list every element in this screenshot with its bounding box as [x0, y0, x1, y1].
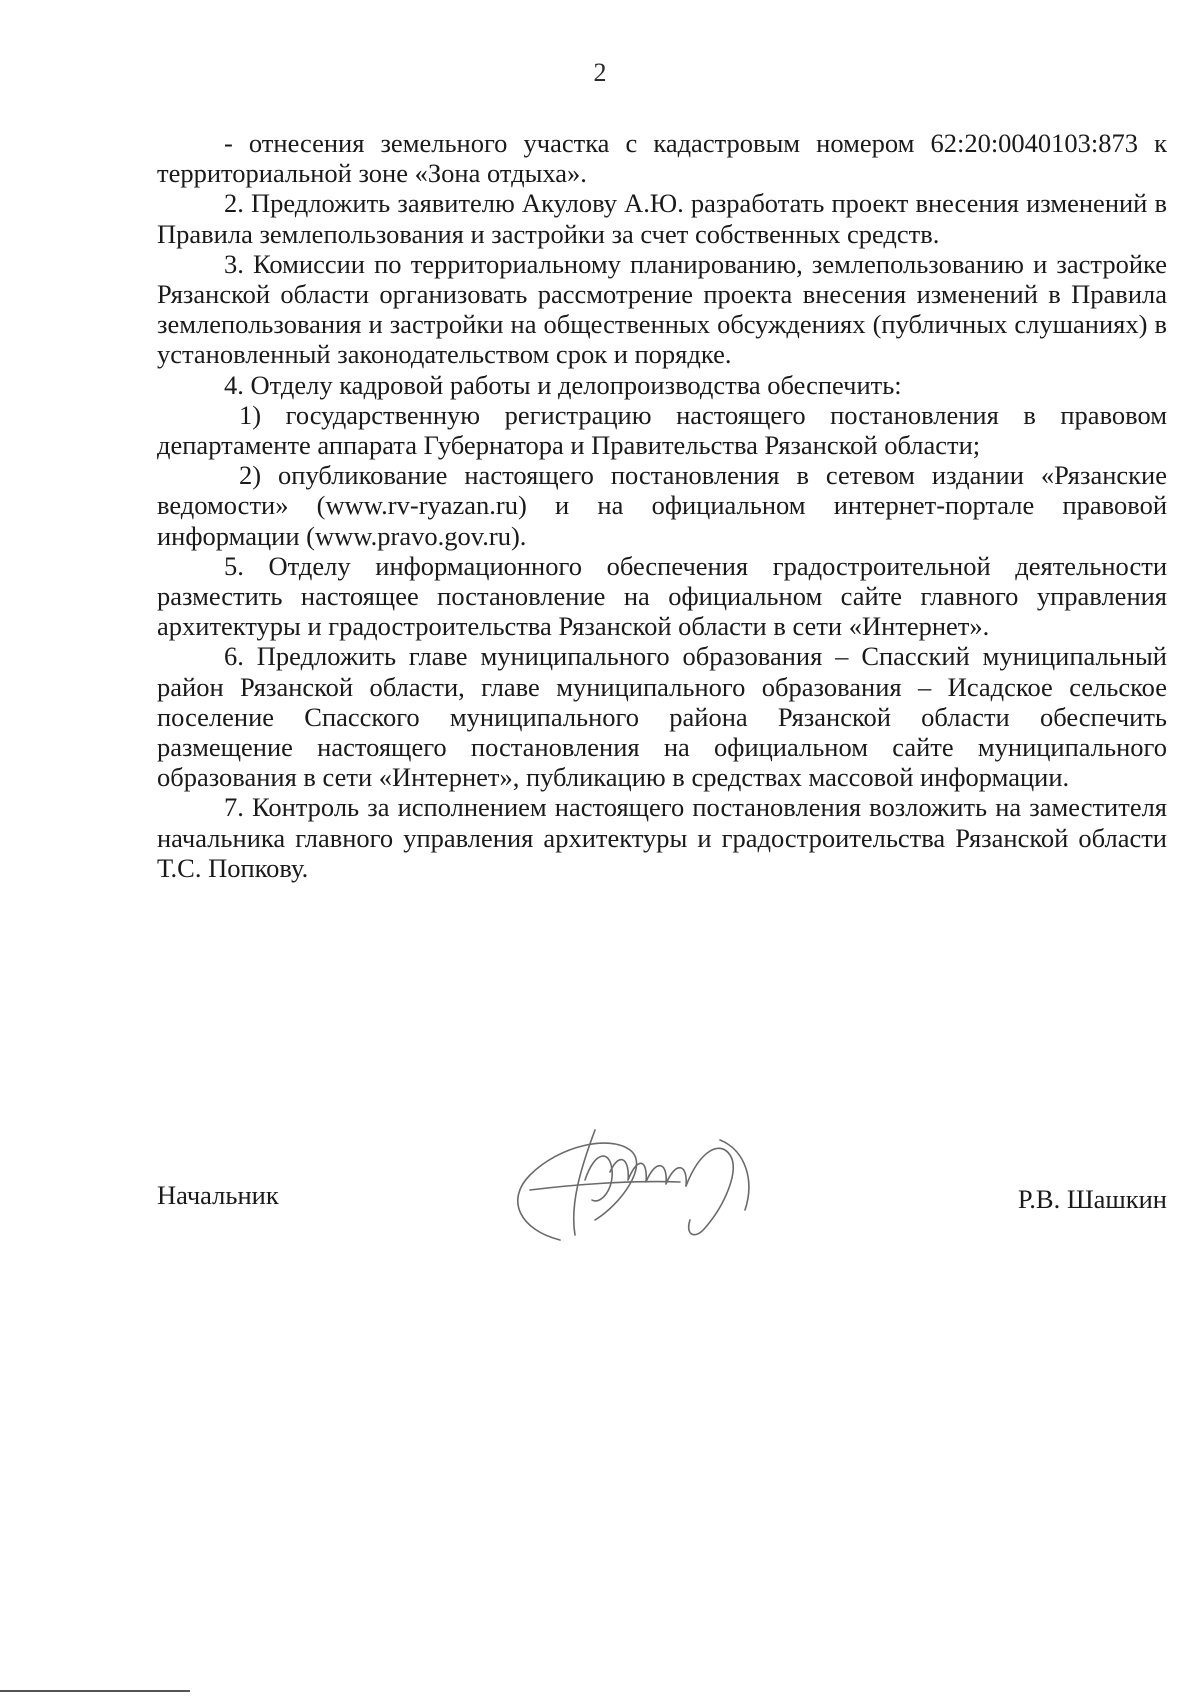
paragraph-item-5: 5. Отделу информационного обеспечения градостроительной деятельности разместить настоящее постановление на официальном сайте главного управления архитектуры и градостроительства Рязанской области в сети «Интернет».: [157, 550, 1167, 642]
paragraph-subitem-1: 1) государственную регистрацию настоящего постановления в правовом департаменте аппарата Губернатора и Правительства Рязанской области;: [157, 399, 1167, 461]
signatory-name: Р.В. Шашкин: [1017, 1184, 1167, 1214]
paragraph-item-6: 6. Предложить главе муниципального образования – Спасский муниципальный район Рязанской области, главе муниципального образования – Исадское сельское поселение Спасского муниципального района Рязанской области обеспечить размещение настоящего постановления на официальном сайте муниципального образования в сети «Интернет», публикацию в средствах массовой информации.: [157, 641, 1167, 793]
paragraph-item-2: 2. Предложить заявителю Акулову А.Ю. разработать проект внесения изменений в Правила землепользования и застройки за счет собственных средств.: [157, 188, 1167, 249]
paragraph-subitem-2: 2) опубликование настоящего постановления в сетевом издании «Рязанские ведомости» (www.rv-ryazan.ru) и на официальном интернет-портале правовой информации (www.pravo.gov.ru).: [157, 460, 1167, 551]
paragraph-item-7: 7. Контроль за исполнением настоящего постановления возложить на заместителя начальника главного управления архитектуры и градостроительства Рязанской области Т.С. Попкову.: [157, 792, 1167, 883]
paragraph-item-4: 4. Отделу кадровой работы и делопроизводства обеспечить:: [224, 369, 902, 400]
signature-block: [157, 1180, 1167, 1240]
signatory-title: Начальник: [157, 1180, 279, 1210]
document-body: [157, 128, 1167, 883]
paragraph-zone-assignment: - отнесения земельного участка с кадастровым номером 62:20:0040103:873 к территориальной зоне «Зона отдыха».: [157, 128, 1167, 189]
paragraph-item-3: 3. Комиссии по территориальному планированию, землепользованию и застройке Рязанской области организовать рассмотрение проекта внесения изменений в Правила землепользования и застройки на общественных обсуждениях (публичных слушаниях) в установленный законодательством срок и порядке.: [157, 248, 1167, 370]
page-number: 2: [593, 58, 607, 87]
footer-divider: [0, 1690, 190, 1692]
